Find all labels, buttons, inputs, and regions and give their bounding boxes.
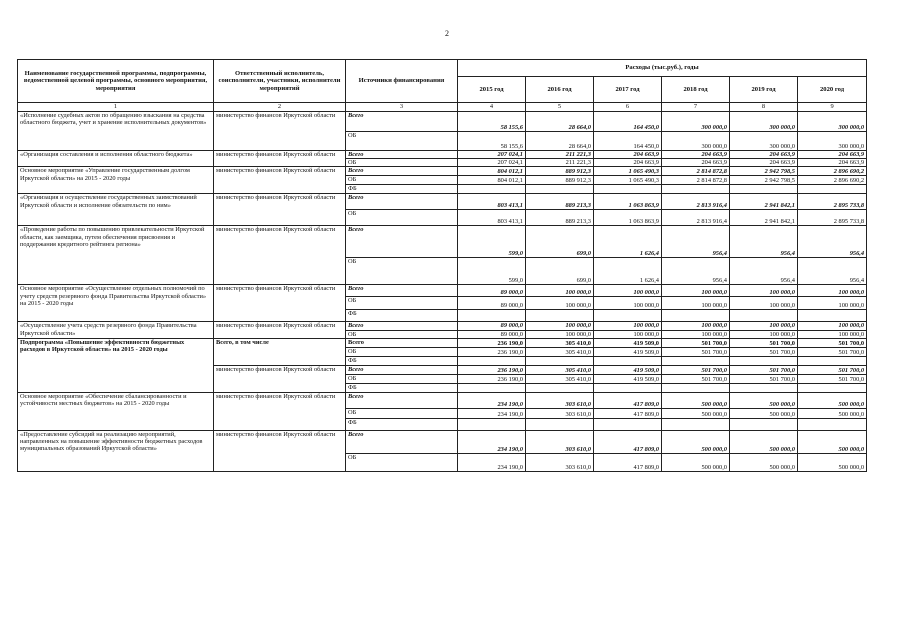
expense-value: 204 663,9 (730, 159, 798, 167)
table-row (18, 151, 867, 159)
table-row (18, 112, 867, 132)
expense-value: 699,0 (526, 258, 594, 285)
expense-value: 89 000,0 (458, 322, 526, 330)
funding-source: ОБ (346, 330, 458, 338)
expense-value: 501 700,0 (798, 374, 867, 383)
expense-value: 236 190,0 (458, 374, 526, 383)
expense-value: 599,0 (458, 226, 526, 258)
expense-value: 2 895 733,8 (798, 210, 867, 226)
expense-value: 500 000,0 (662, 408, 730, 418)
expense-value: 500 000,0 (798, 453, 867, 471)
expense-value: 89 000,0 (458, 297, 526, 310)
expense-value: 204 663,9 (662, 159, 730, 167)
expense-value: 100 000,0 (594, 297, 662, 310)
expense-value: 2 813 916,4 (662, 194, 730, 210)
expense-value: 804 012,1 (458, 176, 526, 185)
expense-value (458, 356, 526, 365)
expense-value: 305 410,0 (526, 338, 594, 347)
header-year: 2020 год (798, 77, 867, 103)
program-name: Подпрограмма «Повышение эффективности бюджетных расходов в Иркутской области» на 2015 - 2020 годы (18, 338, 214, 392)
expense-value: 211 221,3 (526, 159, 594, 167)
expense-value: 236 190,0 (458, 338, 526, 347)
expense-value: 501 700,0 (730, 374, 798, 383)
table-row (18, 322, 867, 330)
expense-value: 419 509,0 (594, 347, 662, 356)
expense-value: 303 610,0 (526, 453, 594, 471)
program-name: «Осуществление учета средств резервного фонда Правительства Иркутской области» (18, 322, 214, 338)
expense-value: 305 410,0 (526, 374, 594, 383)
funding-source: ОБ (346, 374, 458, 383)
expense-value: 501 700,0 (730, 338, 798, 347)
funding-source: ОБ (346, 408, 458, 418)
expense-value: 419 509,0 (594, 365, 662, 374)
funding-source: Всего (346, 322, 458, 330)
expense-value: 500 000,0 (798, 392, 867, 408)
expense-value: 500 000,0 (798, 430, 867, 453)
expense-value: 500 000,0 (662, 392, 730, 408)
expense-value: 2 814 872,8 (662, 167, 730, 176)
expense-value: 500 000,0 (730, 430, 798, 453)
funding-source: Всего (346, 430, 458, 453)
table-row (18, 167, 867, 176)
expense-value (730, 310, 798, 322)
responsible-executor: министерство финансов Иркутской области (214, 322, 346, 338)
table-row (18, 392, 867, 408)
table-row (18, 338, 867, 347)
budget-table (17, 59, 867, 472)
table-row (18, 430, 867, 453)
expense-value: 100 000,0 (526, 285, 594, 297)
expense-value (798, 310, 867, 322)
responsible-executor: министерство финансов Иркутской области (214, 430, 346, 471)
expense-value: 234 190,0 (458, 392, 526, 408)
funding-source: ОБ (346, 258, 458, 285)
expense-value: 2 896 690,2 (798, 176, 867, 185)
column-number: 2 (214, 103, 346, 112)
expense-value: 956,4 (662, 258, 730, 285)
expense-value (798, 356, 867, 365)
header-source: Источники финансирования (346, 60, 458, 103)
expense-value (730, 185, 798, 194)
expense-value (730, 356, 798, 365)
header-name: Наименование государственной программы, подпрограммы, ведомственной целевой программы, основного мероприятия, мероприятия (18, 60, 214, 103)
responsible-executor: министерство финансов Иркутской области (214, 392, 346, 430)
expense-value: 1 063 863,9 (594, 210, 662, 226)
expense-value (798, 383, 867, 392)
responsible-executor: министерство финансов Иркутской области (214, 194, 346, 226)
expense-value: 100 000,0 (526, 297, 594, 310)
expense-value: 956,4 (730, 258, 798, 285)
responsible-executor: министерство финансов Иркутской области (214, 151, 346, 167)
expense-value: 100 000,0 (662, 297, 730, 310)
expense-value: 234 190,0 (458, 430, 526, 453)
expense-value: 501 700,0 (798, 347, 867, 356)
expense-value: 889 213,3 (526, 194, 594, 210)
expense-value: 100 000,0 (594, 330, 662, 338)
program-name: «Организация составления и исполнения областного бюджета» (18, 151, 214, 167)
funding-source: ФБ (346, 310, 458, 322)
expense-value: 500 000,0 (662, 430, 730, 453)
expense-value: 204 663,9 (594, 159, 662, 167)
expense-value: 100 000,0 (662, 330, 730, 338)
expense-value: 204 663,9 (798, 159, 867, 167)
expense-value: 1 626,4 (594, 226, 662, 258)
expense-value: 100 000,0 (798, 297, 867, 310)
expense-value: 501 700,0 (730, 347, 798, 356)
expense-value: 501 700,0 (662, 365, 730, 374)
expense-value: 501 700,0 (730, 365, 798, 374)
expense-value: 300 000,0 (798, 132, 867, 151)
table-row (18, 194, 867, 210)
column-number: 7 (662, 103, 730, 112)
expense-value: 2 896 690,2 (798, 167, 867, 176)
header-year: 2015 год (458, 77, 526, 103)
program-name: Основное мероприятие «Обеспечение сбалансированности и устойчивости местных бюджетов» на 2015 - 2020 годы (18, 392, 214, 430)
funding-source: Всего (346, 285, 458, 297)
funding-source: Всего (346, 151, 458, 159)
expense-value: 305 410,0 (526, 347, 594, 356)
expense-value: 300 000,0 (662, 132, 730, 151)
expense-value (594, 418, 662, 430)
expense-value: 699,0 (526, 226, 594, 258)
expense-value: 58 155,6 (458, 112, 526, 132)
expense-value: 100 000,0 (798, 330, 867, 338)
expense-value: 501 700,0 (798, 365, 867, 374)
expense-value: 100 000,0 (730, 330, 798, 338)
program-name: «Предоставление субсидий на реализацию мероприятий, направленных на повышение эффективности бюджетных расходов муниципальных образований Иркутской области» (18, 430, 214, 471)
expense-value: 207 024,1 (458, 159, 526, 167)
funding-source: ОБ (346, 453, 458, 471)
funding-source: ОБ (346, 132, 458, 151)
expense-value: 2 942 798,5 (730, 167, 798, 176)
funding-source: ФБ (346, 418, 458, 430)
expense-value: 500 000,0 (730, 453, 798, 471)
expense-value: 956,4 (798, 258, 867, 285)
expense-value: 2 942 798,5 (730, 176, 798, 185)
expense-value (526, 356, 594, 365)
expense-value: 500 000,0 (730, 392, 798, 408)
expense-value: 100 000,0 (798, 285, 867, 297)
funding-source: Всего (346, 167, 458, 176)
expense-value: 164 450,0 (594, 112, 662, 132)
program-name: «Организация и осуществление государственных заимствований Иркутской области и исполнение обязательств по ним» (18, 194, 214, 226)
responsible-executor: Всего, в том числе (214, 338, 346, 365)
expense-value: 889 213,3 (526, 210, 594, 226)
expense-value (662, 310, 730, 322)
header-year: 2017 год (594, 77, 662, 103)
expense-value: 417 809,0 (594, 408, 662, 418)
expense-value: 500 000,0 (662, 453, 730, 471)
column-number: 5 (526, 103, 594, 112)
expense-value: 889 912,3 (526, 167, 594, 176)
expense-value: 300 000,0 (798, 112, 867, 132)
expense-value: 2 813 916,4 (662, 210, 730, 226)
funding-source: ОБ (346, 347, 458, 356)
expense-value: 234 190,0 (458, 453, 526, 471)
expense-value: 956,4 (798, 226, 867, 258)
expense-value (594, 356, 662, 365)
expense-value: 599,0 (458, 258, 526, 285)
expense-value (526, 418, 594, 430)
expense-value: 300 000,0 (730, 112, 798, 132)
expense-value: 100 000,0 (594, 285, 662, 297)
program-name: «Проведение работы по повышению привлекательности Иркутской области, как заемщика, путем обеспечения присвоения и поддержания кредитного рейтинга региона» (18, 226, 214, 285)
expense-value (458, 383, 526, 392)
expense-value: 100 000,0 (526, 322, 594, 330)
expense-value: 1 063 863,9 (594, 194, 662, 210)
expense-value: 419 509,0 (594, 338, 662, 347)
expense-value: 500 000,0 (798, 408, 867, 418)
expense-value: 89 000,0 (458, 330, 526, 338)
header-expenses: Расходы (тыс.руб.), годы (458, 60, 867, 77)
expense-value: 100 000,0 (662, 322, 730, 330)
expense-value: 100 000,0 (594, 322, 662, 330)
expense-value: 501 700,0 (662, 347, 730, 356)
expense-value: 419 509,0 (594, 374, 662, 383)
expense-value: 100 000,0 (730, 322, 798, 330)
expense-value (594, 185, 662, 194)
expense-value: 204 663,9 (662, 151, 730, 159)
funding-source: ФБ (346, 356, 458, 365)
expense-value: 100 000,0 (730, 285, 798, 297)
expense-value: 100 000,0 (730, 297, 798, 310)
expense-value: 300 000,0 (730, 132, 798, 151)
table-row (18, 226, 867, 258)
expense-value: 28 664,0 (526, 132, 594, 151)
funding-source: ФБ (346, 185, 458, 194)
funding-source: Всего (346, 194, 458, 210)
expense-value: 417 809,0 (594, 392, 662, 408)
expense-value: 100 000,0 (662, 285, 730, 297)
expense-value (594, 383, 662, 392)
expense-value: 2 941 842,1 (730, 210, 798, 226)
expense-value (798, 418, 867, 430)
expense-value: 28 664,0 (526, 112, 594, 132)
expense-value (458, 418, 526, 430)
expense-value: 956,4 (730, 226, 798, 258)
expense-value: 303 610,0 (526, 392, 594, 408)
funding-source: Всего (346, 226, 458, 258)
header-year: 2019 год (730, 77, 798, 103)
expense-value: 303 610,0 (526, 408, 594, 418)
funding-source: Всего (346, 338, 458, 347)
expense-value: 1 626,4 (594, 258, 662, 285)
expense-value: 1 065 490,3 (594, 176, 662, 185)
expense-value: 2 814 872,8 (662, 176, 730, 185)
expense-value: 1 065 490,3 (594, 167, 662, 176)
expense-value: 236 190,0 (458, 347, 526, 356)
column-number: 3 (346, 103, 458, 112)
expense-value: 417 809,0 (594, 453, 662, 471)
expense-value (662, 383, 730, 392)
expense-value: 58 155,6 (458, 132, 526, 151)
program-name: «Исполнение судебных актов по обращению взыскания на средства областного бюджета, учет и хранение исполнительных документов» (18, 112, 214, 151)
expense-value (594, 310, 662, 322)
page-number: 2 (445, 29, 449, 38)
funding-source: ФБ (346, 383, 458, 392)
header-year: 2018 год (662, 77, 730, 103)
responsible-executor: министерство финансов Иркутской области (214, 112, 346, 151)
expense-value (526, 185, 594, 194)
expense-value: 100 000,0 (526, 330, 594, 338)
expense-value (798, 185, 867, 194)
expense-value: 305 410,0 (526, 365, 594, 374)
expense-value: 207 024,1 (458, 151, 526, 159)
expense-value (730, 418, 798, 430)
funding-source: ОБ (346, 297, 458, 310)
expense-value: 2 895 733,8 (798, 194, 867, 210)
expense-value (662, 418, 730, 430)
expense-value: 164 450,0 (594, 132, 662, 151)
funding-source: Всего (346, 365, 458, 374)
expense-value: 89 000,0 (458, 285, 526, 297)
column-number: 1 (18, 103, 214, 112)
expense-value: 417 809,0 (594, 430, 662, 453)
funding-source: ОБ (346, 159, 458, 167)
expense-value: 804 012,1 (458, 167, 526, 176)
header-year: 2016 год (526, 77, 594, 103)
expense-value: 803 413,1 (458, 194, 526, 210)
column-number: 6 (594, 103, 662, 112)
expense-value (526, 383, 594, 392)
column-number: 8 (730, 103, 798, 112)
funding-source: ОБ (346, 210, 458, 226)
funding-source: Всего (346, 112, 458, 132)
expense-value: 303 610,0 (526, 430, 594, 453)
expense-value (526, 310, 594, 322)
expense-value (662, 356, 730, 365)
expense-value: 501 700,0 (662, 338, 730, 347)
expense-value: 204 663,9 (798, 151, 867, 159)
expense-value: 956,4 (662, 226, 730, 258)
expense-value (662, 185, 730, 194)
expense-value: 300 000,0 (662, 112, 730, 132)
program-name: Основное мероприятие «Осуществление отдельных полномочий по учету средств резервного фонда Правительства Иркутской области» на 2015 - 2020 годы (18, 285, 214, 322)
expense-value (458, 185, 526, 194)
expense-value: 236 190,0 (458, 365, 526, 374)
expense-value: 2 941 842,1 (730, 194, 798, 210)
expense-value: 500 000,0 (730, 408, 798, 418)
header-responsible: Ответственный исполнитель, соисполнители, участники, исполнители мероприятий (214, 60, 346, 103)
expense-value: 204 663,9 (594, 151, 662, 159)
expense-value: 803 413,1 (458, 210, 526, 226)
funding-source: ОБ (346, 176, 458, 185)
funding-source: Всего (346, 392, 458, 408)
responsible-executor: министерство финансов Иркутской области (214, 167, 346, 194)
expense-value: 889 912,3 (526, 176, 594, 185)
expense-value: 100 000,0 (798, 322, 867, 330)
program-name: Основное мероприятие «Управление государственным долгом Иркутской области» на 2015 - 2020 годы (18, 167, 214, 194)
responsible-executor: министерство финансов Иркутской области (214, 365, 346, 392)
expense-value (730, 383, 798, 392)
expense-value: 234 190,0 (458, 408, 526, 418)
expense-value: 501 700,0 (662, 374, 730, 383)
column-number: 9 (798, 103, 867, 112)
expense-value: 501 700,0 (798, 338, 867, 347)
expense-value: 211 221,3 (526, 151, 594, 159)
column-number: 4 (458, 103, 526, 112)
expense-value: 204 663,9 (730, 151, 798, 159)
expense-value (458, 310, 526, 322)
table-row (18, 285, 867, 297)
responsible-executor: министерство финансов Иркутской области (214, 285, 346, 322)
responsible-executor: министерство финансов Иркутской области (214, 226, 346, 285)
